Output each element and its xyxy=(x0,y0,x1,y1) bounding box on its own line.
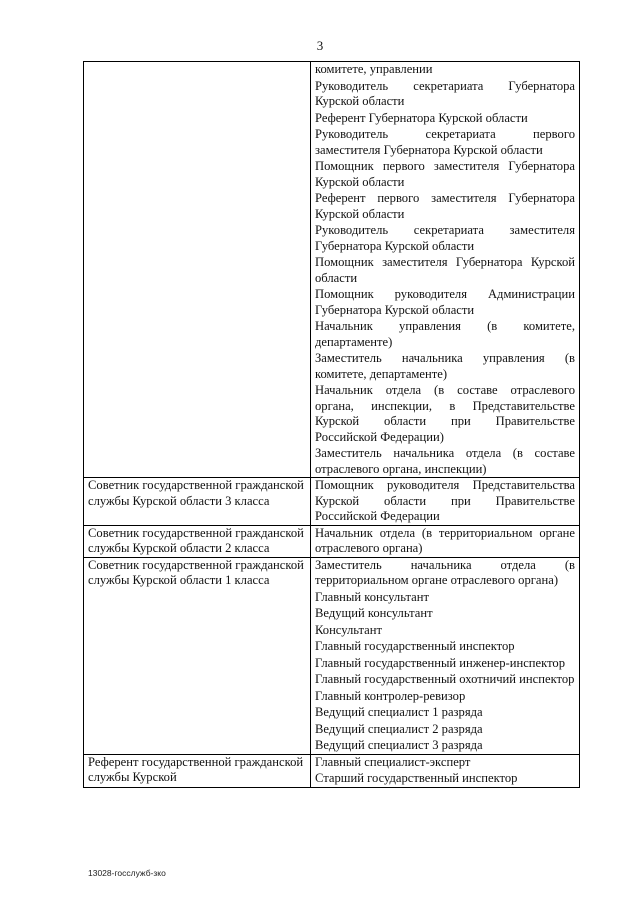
positions-cell xyxy=(311,525,580,557)
position-entry: Начальник отдела (в территориальном органе отраслевого органа) xyxy=(315,525,575,555)
page-number: 3 xyxy=(316,38,324,53)
table-row xyxy=(84,478,580,526)
position-entry: Референт первого заместителя Губернатора Курской области xyxy=(315,191,575,221)
rank-title: Советник государственной гражданской службы Курской области 2 класса xyxy=(88,525,304,555)
footer-code: 13028-госслужб-зко xyxy=(88,868,166,878)
positions-cell xyxy=(311,754,580,787)
position-entry: Помощник заместителя Губернатора Курской области xyxy=(315,255,575,285)
position-entry: Помощник руководителя Представительства Курской области при Правительстве Российской Федерации xyxy=(315,478,575,523)
table-row xyxy=(84,525,580,557)
position-entry: Заместитель начальника отдела (в составе отраслевого органа, инспекции) xyxy=(315,446,575,476)
position-entry: Ведущий специалист 1 разряда xyxy=(315,705,483,719)
position-entry: Руководитель секретариата заместителя Губернатора Курской области xyxy=(315,223,575,253)
position-entry: Главный специалист-эксперт xyxy=(315,754,471,769)
position-entry: Консультант xyxy=(315,622,383,637)
rank-cell xyxy=(84,754,311,787)
position-entry: Ведущий специалист 2 разряда xyxy=(315,721,483,736)
rank-title: Советник государственной гражданской службы Курской области 1 класса xyxy=(88,557,304,587)
position-entry: Начальник отдела (в составе отраслевого органа, инспекции, в Представительстве Курской области при Правительстве Российской Федерации) xyxy=(315,383,575,444)
rank-cell xyxy=(84,525,311,557)
positions-cell xyxy=(311,557,580,754)
rank-title: Советник государственной гражданской службы Курской области 3 класса xyxy=(88,478,304,508)
position-entry: Заместитель начальника отдела (в территориальном органе отраслевого органа) xyxy=(315,557,575,587)
position-entry: Старший государственный инспектор xyxy=(315,771,518,785)
position-entry: Помощник руководителя Администрации Губернатора Курской области xyxy=(315,287,575,317)
position-entry: Ведущий консультант xyxy=(315,606,433,620)
position-entry: Главный государственный инженер-инспектор xyxy=(315,655,566,670)
rank-title: Референт государственной гражданской службы Курской xyxy=(88,754,304,784)
position-entry: Референт Губернатора Курской области xyxy=(315,110,528,125)
position-entry: Руководитель секретариата Губернатора Курской области xyxy=(315,78,575,108)
positions-cell xyxy=(311,62,580,478)
position-entry: Главный государственный охотничий инспектор xyxy=(315,672,575,686)
table-row xyxy=(84,754,580,787)
position-entry: Главный консультант xyxy=(315,589,429,604)
rank-cell xyxy=(84,62,311,478)
position-entry: Ведущий специалист 3 разряда xyxy=(315,738,483,752)
position-entry: Помощник первого заместителя Губернатора Курской области xyxy=(315,159,575,189)
position-entry: Заместитель начальника управления (в комитете, департаменте) xyxy=(315,351,575,381)
position-entry: Главный государственный инспектор xyxy=(315,639,515,653)
rank-cell xyxy=(84,557,311,754)
table-row xyxy=(84,62,580,478)
position-entry: комитете, управлении xyxy=(315,62,433,76)
table-row xyxy=(84,557,580,754)
position-entry: Начальник управления (в комитете, департаменте) xyxy=(315,319,575,349)
position-entry: Главный контролер-ревизор xyxy=(315,688,466,703)
table-body xyxy=(84,62,580,788)
rank-cell xyxy=(84,478,311,526)
rank-position-table xyxy=(83,61,580,788)
position-entry: Руководитель секретариата первого заместителя Губернатора Курской области xyxy=(315,127,575,157)
positions-cell xyxy=(311,478,580,526)
